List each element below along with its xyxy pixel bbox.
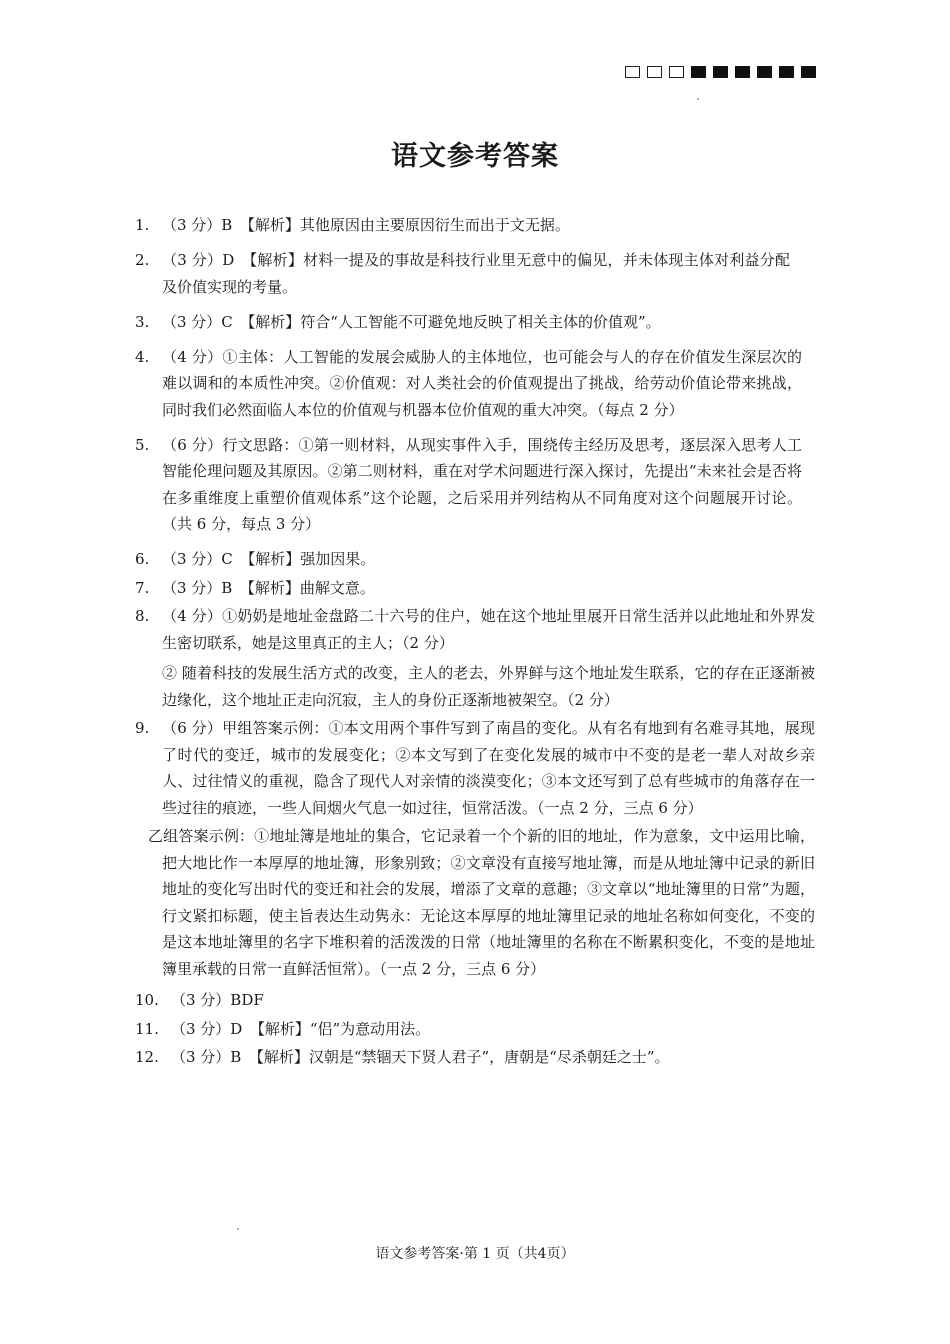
answer-item	[135, 1016, 815, 1043]
item-number: 12.	[135, 1048, 159, 1066]
item-number: 3.	[135, 312, 150, 331]
answer-item	[135, 715, 815, 821]
item-number: 8.	[135, 607, 150, 625]
item-text: （3 分）C 【解析】强加因果。	[162, 550, 376, 568]
item-text: （4 分）①奶奶是地址金盘路二十六号的住户，她在这个地址里展开日常生活并以此地址和外界发生密切联系，她是这里真正的主人；（2 分）	[162, 607, 815, 652]
item-text: （6 分）行文思路：①第一则材料，从现实事件入手，围绕传主经历及思考，逐层深入思考人工智能伦理问题及其原因。②第二则材料，重在对学术问题进行深入探讨，先提出“未来社会是否将在多重维度上重塑价值观体系”这个论题，之后采用并列结构从不同角度对这个问题展开讨论。（共 6 分，每点 3 分）	[162, 435, 802, 533]
page-title: 语文参考答案	[391, 141, 559, 172]
outline-mark	[625, 66, 640, 78]
answer-item	[135, 1044, 815, 1071]
item-number: 4.	[135, 347, 150, 366]
header-marks	[625, 66, 816, 78]
answer-list	[135, 212, 815, 1073]
item-number: 11.	[135, 1019, 159, 1038]
item-text: （3 分）B 【解析】其他原因由主要原因衍生而出于文无据。	[162, 216, 570, 234]
item-text: （3 分）BDF	[171, 991, 264, 1009]
answer-item	[135, 987, 815, 1014]
item-number: 5.	[135, 435, 150, 454]
speck	[697, 98, 699, 100]
speck	[237, 1228, 239, 1230]
answer-item	[135, 344, 815, 424]
filled-mark	[713, 66, 728, 78]
answer-item	[135, 575, 815, 602]
answer-item	[135, 432, 815, 538]
filled-mark	[757, 66, 772, 78]
item-number: 10.	[135, 991, 159, 1009]
item-text: ② 随着科技的发展生活方式的改变，主人的老去，外界鲜与这个地址发生联系，它的存在正逐渐被边缘化，这个地址正走向沉寂，主人的身份正逐渐地被架空。（2 分）	[162, 664, 815, 709]
item-text: （6 分）甲组答案示例：①本文用两个事件写到了南昌的变化。从有名有地到有名难寻其地，展现了时代的变迁，城市的发展变化；②本文写到了在变化发展的城市中不变的是老一辈人对故乡亲人、过往情义的重视，隐含了现代人对亲情的淡漠变化；③本文还写到了总有些城市的角落存在一些过往的痕迹，一些人间烟火气息一如过往，恒常活泼。（一点 2 分，三点 6 分）	[162, 719, 815, 817]
answer-item	[135, 603, 815, 713]
filled-mark	[691, 66, 706, 78]
item-text: （3 分）D 【解析】“侣”为意动用法。	[171, 1019, 431, 1038]
outline-mark	[647, 66, 662, 78]
item-text: （4 分）①主体：人工智能的发展会威胁人的主体地位，也可能会与人的存在价值发生深层次的难以调和的本质性冲突。②价值观：对人类社会的价值观提出了挑战，给劳动价值论带来挑战，同时我们必然面临人本位的价值观与机器本位价值观的重大冲突。（每点 2 分）	[162, 347, 802, 419]
answer-item	[135, 247, 815, 300]
filled-mark	[779, 66, 794, 78]
item-number: 2.	[135, 251, 150, 269]
answer-item	[135, 309, 815, 336]
filled-mark	[801, 66, 816, 78]
item-text: （3 分）B 【解析】曲解文意。	[162, 578, 375, 597]
answer-item-group-b: 乙组答案示例：①地址簿是地址的集合，它记录着一个个新的旧的地址，作为意象，文中运用比喻，把大地比作一本厚厚的地址簿，形象别致；②文章没有直接写地址簿，而是从地址簿中记录的新旧地址的变化写出时代的变迁和社会的发展，增添了文章的意趣；③文章以“地址簿里的日常”为题，行文紧扣标题，使主旨表达生动隽永：无论这本厚厚的地址簿里记录的地址名称如何变化，不变的是这本地址簿里的名字下堆积着的活泼泼的日常（地址簿里的名称在不断累积变化，不变的是地址簿里承载的日常一直鲜活恒常）。（一点 2 分，三点 6 分）	[148, 827, 815, 978]
item-number: 7.	[135, 578, 150, 597]
filled-mark	[735, 66, 750, 78]
item-number: 9.	[135, 719, 150, 737]
item-text: （3 分）D 【解析】材料一提及的事故是科技行业里无意中的偏见，并未体现主体对利益分配及价值实现的考量。	[162, 251, 790, 296]
answer-item	[135, 546, 815, 573]
answer-item	[135, 212, 815, 239]
outline-mark	[669, 66, 684, 78]
item-text: （3 分）C 【解析】符合“人工智能不可避免地反映了相关主体的价值观”。	[162, 312, 661, 331]
page-footer: 语文参考答案·第 1 页（共4页）	[375, 1246, 575, 1262]
item-number: 6.	[135, 550, 150, 568]
item-number: 1.	[135, 216, 150, 234]
item-text: （3 分）B 【解析】汉朝是“禁锢天下贤人君子”，唐朝是“尽杀朝廷之士”。	[171, 1048, 670, 1066]
